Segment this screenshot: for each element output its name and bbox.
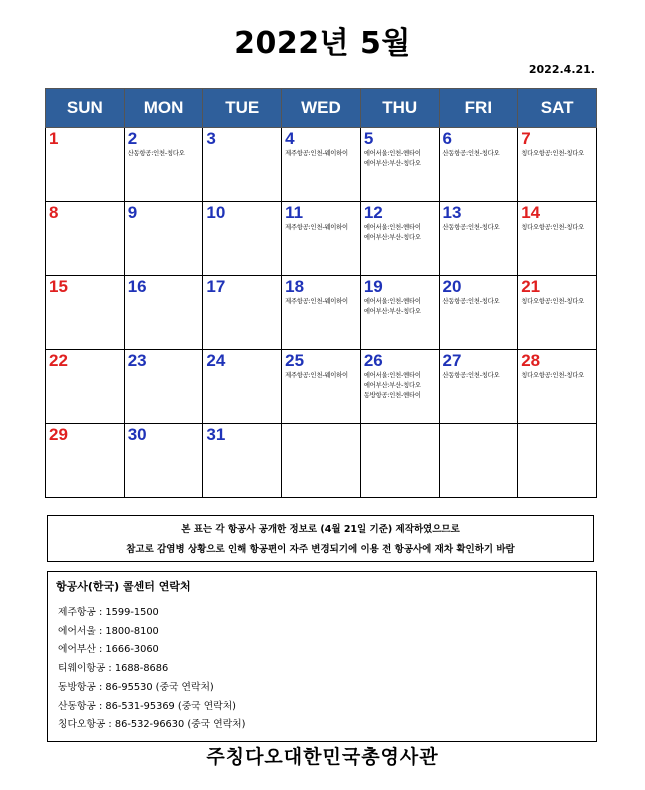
day-cell: [203, 202, 282, 276]
consulate-name: 주칭다오대한민국총영사관: [206, 746, 439, 768]
weekday-fri: FRI: [439, 89, 518, 128]
contacts-title: 항공사(한국) 콜센터 연락처: [56, 580, 191, 593]
issue-date: 2022.4.21.: [528, 63, 595, 76]
day-cell: [46, 424, 125, 498]
day-number: 26: [363, 351, 383, 370]
day-cell: [203, 128, 282, 202]
flight-entry: 에어서울:인천-옌타이: [363, 298, 421, 305]
day-cell: [282, 128, 361, 202]
contact-line: 티웨이항공 : 1688-8686: [58, 663, 169, 675]
weekday-header-row: [46, 89, 597, 128]
day-number: 1: [49, 129, 59, 148]
flight-entry: 칭다오항공:인천-칭다오: [521, 298, 585, 305]
contact-line: 칭다오항공 : 86-532-96630 (중국 연락처): [58, 719, 246, 731]
notice-line: 참고로 감염병 상황으로 인해 항공편이 자주 변경되기에 이용 전 항공사에 재차 확인하기 바람: [126, 544, 515, 555]
day-cell: [203, 276, 282, 350]
day-number: 3: [206, 129, 216, 148]
day-number: 16: [127, 277, 147, 296]
flight-entry: 에어서울:인천-옌타이: [363, 372, 421, 379]
day-cell: [124, 350, 203, 424]
weekday-wed: WED: [282, 89, 361, 128]
flight-entry: 칭다오항공:인천-칭다오: [521, 224, 585, 231]
flight-entry: 칭다오항공:인천-칭다오: [521, 372, 585, 379]
day-cell: [124, 202, 203, 276]
flight-entry: 에어부산:부산-칭다오: [363, 308, 421, 315]
day-cell: [203, 424, 282, 498]
day-number: 12: [363, 203, 383, 222]
flight-entry: 칭다오항공:인천-칭다오: [521, 150, 585, 157]
weekday-tue: TUE: [203, 89, 282, 128]
calendar-title: 2022년 5월: [234, 26, 411, 61]
day-cell: [124, 128, 203, 202]
day-number: 31: [206, 425, 226, 444]
week-row: [46, 128, 597, 202]
contact-line: 동방항공 : 86-95530 (중국 연락처): [58, 681, 214, 693]
day-number: 28: [521, 351, 541, 370]
flight-entry: 산동항공:인천-칭다오: [442, 372, 500, 379]
flight-entry: 에어서울:인천-옌타이: [363, 150, 421, 157]
day-number: 27: [442, 351, 462, 370]
day-number: 10: [206, 203, 226, 222]
day-cell: [124, 424, 203, 498]
day-cell: [518, 128, 597, 202]
day-number: 21: [521, 277, 541, 296]
day-number: 11: [285, 203, 304, 222]
flight-entry: 산동항공:인천-칭다오: [442, 150, 500, 157]
weekday-thu: THU: [360, 89, 439, 128]
day-number: 22: [49, 351, 68, 370]
day-number: 23: [127, 351, 147, 370]
day-cell: [439, 202, 518, 276]
day-cell: [439, 128, 518, 202]
flight-entry: 에어서울:인천-옌타이: [363, 224, 421, 231]
contacts-box: [47, 571, 597, 742]
day-number: 25: [285, 351, 305, 370]
day-number: 15: [49, 277, 68, 296]
day-number: 14: [521, 203, 541, 222]
flight-entry: 제주항공:인천-웨이하이: [285, 224, 348, 231]
flight-entry: 제주항공:인천-웨이하이: [285, 372, 348, 379]
day-number: 5: [363, 129, 374, 148]
notice-box: [47, 515, 594, 562]
flight-entry: 동방항공:인천-옌타이: [363, 392, 421, 399]
day-cell: [518, 202, 597, 276]
day-number: 2: [127, 129, 138, 148]
day-number: 7: [521, 129, 531, 148]
day-cell: [439, 424, 518, 498]
flight-entry: 산동항공:인천-칭다오: [442, 298, 500, 305]
contact-line: 에어서울 : 1800-8100: [58, 625, 159, 637]
calendar-body: [46, 128, 597, 498]
week-row: [46, 424, 597, 498]
calendar-table: [45, 88, 597, 498]
day-cell: [360, 350, 439, 424]
day-number: 18: [285, 277, 305, 296]
notice-line: 본 표는 각 항공사 공개한 정보로 (4월 21일 기준) 제작하였으므로: [181, 524, 460, 535]
day-cell: [124, 276, 203, 350]
day-number: 19: [363, 277, 383, 296]
day-cell: [203, 350, 282, 424]
flight-entry: 제주항공:인천-웨이하이: [285, 298, 348, 305]
day-cell: [46, 350, 125, 424]
flight-entry: 산동항공:인천-칭다오: [442, 224, 500, 231]
weekday-sat: SAT: [518, 89, 597, 128]
day-cell: [360, 128, 439, 202]
day-cell: [518, 424, 597, 498]
day-number: 8: [49, 203, 59, 222]
day-cell: [282, 202, 361, 276]
day-cell: [46, 276, 125, 350]
flight-entry: 산동항공:인천-칭다오: [127, 150, 185, 157]
day-number: 20: [442, 277, 462, 296]
contact-line: 산동항공 : 86-531-95369 (중국 연락처): [58, 700, 236, 712]
day-cell: [282, 350, 361, 424]
day-number: 30: [127, 425, 147, 444]
day-cell: [282, 424, 361, 498]
week-row: [46, 276, 597, 350]
flight-entry: 에어부산:부산-칭다오: [363, 234, 421, 241]
day-number: 9: [127, 203, 138, 222]
flight-entry: 에어부산:부산-칭다오: [363, 382, 421, 389]
day-cell: [518, 350, 597, 424]
day-cell: [360, 276, 439, 350]
flight-entry: 에어부산:부산-칭다오: [363, 160, 421, 167]
day-cell: [439, 350, 518, 424]
contact-line: 에어부산 : 1666-3060: [58, 644, 159, 656]
weekday-sun: SUN: [46, 89, 125, 128]
day-number: 24: [206, 351, 226, 370]
day-number: 17: [206, 277, 226, 296]
contact-line: 제주항공 : 1599-1500: [58, 607, 159, 618]
day-number: 29: [49, 425, 68, 444]
day-cell: [360, 424, 439, 498]
day-number: 6: [442, 129, 452, 148]
day-number: 13: [442, 203, 462, 222]
day-cell: [46, 128, 125, 202]
week-row: [46, 350, 597, 424]
weekday-mon: MON: [124, 89, 203, 128]
day-cell: [282, 276, 361, 350]
day-cell: [360, 202, 439, 276]
day-cell: [46, 202, 125, 276]
day-number: 4: [285, 129, 295, 148]
flight-entry: 제주항공:인천-웨이하이: [285, 150, 348, 157]
week-row: [46, 202, 597, 276]
day-cell: [518, 276, 597, 350]
day-cell: [439, 276, 518, 350]
